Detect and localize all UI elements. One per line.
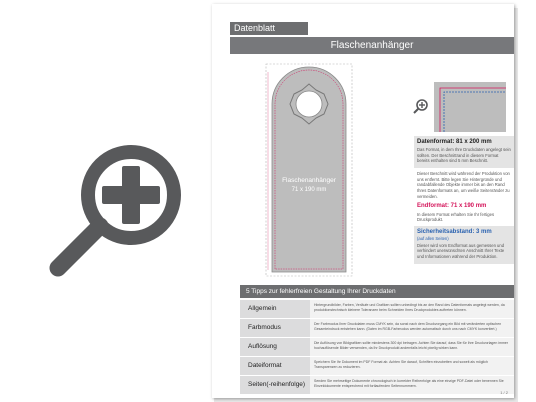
- tip-row: [240, 376, 514, 395]
- tip-label: Allgemein: [240, 300, 310, 318]
- template-label: Flaschenanhänger: [282, 177, 336, 184]
- tip-row: [240, 357, 514, 376]
- product-title: Flaschenanhänger: [230, 37, 514, 54]
- tip-text: Hintergrundbilder, Farben, Verläufe und Grafiken sollten unbedingt bis an den Rand des Datenformats angelegt werden, da produktionstechnisch kleinere Toleranzen beim Schneiden Ihres Druckproduktes auftreten können.: [310, 300, 514, 318]
- safety-title: Sicherheitsabstand: 3 mm: [417, 228, 492, 235]
- zoom-in-icon[interactable]: [46, 130, 196, 280]
- tip-label: Farbmodus: [240, 319, 310, 337]
- tip-text: Senden Sie mehrseitige Dokumente chronologisch in korrekter Reihenfolge als eine einzige PDF-Datei oder benennen Sie Einzeldokumente entsprechend mit fortlaufenden Seitennummern.: [310, 376, 514, 394]
- cut-text: Dieser Beschnitt wird während der Produktion von uns entfernt. Bitte legen Sie Hintergründe und randabfallende Objekte immer bis an den Rand Ihres Datenformats an, um weiße Seitenränder zu vermeiden.: [417, 171, 510, 199]
- bleed-legend-diagram: [408, 76, 508, 134]
- datasheet-tag: Datenblatt: [230, 22, 308, 35]
- safety-text: Dieser wird vom Endformat aus gemessen und verhindert unerwünschten Anschnitt Ihrer Texte und Informationen während der Produktion.: [417, 242, 505, 260]
- tips-heading: 5 Tipps zur fehlerfreien Gestaltung Ihrer Druckdaten: [240, 285, 514, 298]
- tips-table: [240, 300, 514, 395]
- format-info-panel: [414, 136, 514, 264]
- page-number: 1 / 2: [500, 390, 508, 395]
- end-format-title: Endformat: 71 x 190 mm: [417, 203, 487, 210]
- data-format-title: Datenformat: 81 x 200 mm: [417, 139, 492, 145]
- safety-box: [414, 226, 514, 264]
- datasheet-preview[interactable]: [212, 4, 514, 398]
- tip-row: [240, 319, 514, 338]
- end-format-text: In diesem Format erhalten Sie Ihr fertiges Druckprodukt.: [417, 211, 495, 223]
- data-format-box: [414, 136, 514, 168]
- safety-sub: (auf allen Seiten): [417, 236, 449, 241]
- tip-text: Speichern Sie Ihr Dokument im PDF Format ab. Achten Sie darauf, Schriften einzubetten und soweit als möglich Transparenzen zu reduzieren.: [310, 357, 514, 375]
- tip-text: Der Farbmodus Ihrer Druckdaten muss CMYK sein, da sonst nach dem Druckvorgang ein Bild mit veränderten optischen Gesamteindruck entstehen kann. (Daten im RGB-Farbmodus werden automatisch durch uns nach CMYK konvertiert.): [310, 319, 514, 337]
- tip-row: [240, 338, 514, 357]
- template-size: 71 x 190 mm: [291, 187, 327, 193]
- tip-label: Dateiformat: [240, 357, 310, 375]
- data-format-text: Das Format, in dem Ihre Druckdaten angelegt sein sollten. Der Beschnittrand in diesem Format bereits enthalten sind 5 mm Beschnitt.: [417, 147, 511, 164]
- tip-label: Seiten(-reihenfolge): [240, 376, 310, 394]
- bottle-hanger-template: [264, 62, 354, 282]
- tip-text: Die Auflösung von Bildgrafiken sollte mindestens 300 dpi betragen. Achten Sie darauf, dass Sie für Ihre Druckvorlagen immer hochauflösende Bilder verwenden, da Ihr Druckprodukt andernfalls leicht pixelig wirken kann.: [310, 338, 514, 356]
- tip-label: Auflösung: [240, 338, 310, 356]
- tip-row: [240, 300, 514, 319]
